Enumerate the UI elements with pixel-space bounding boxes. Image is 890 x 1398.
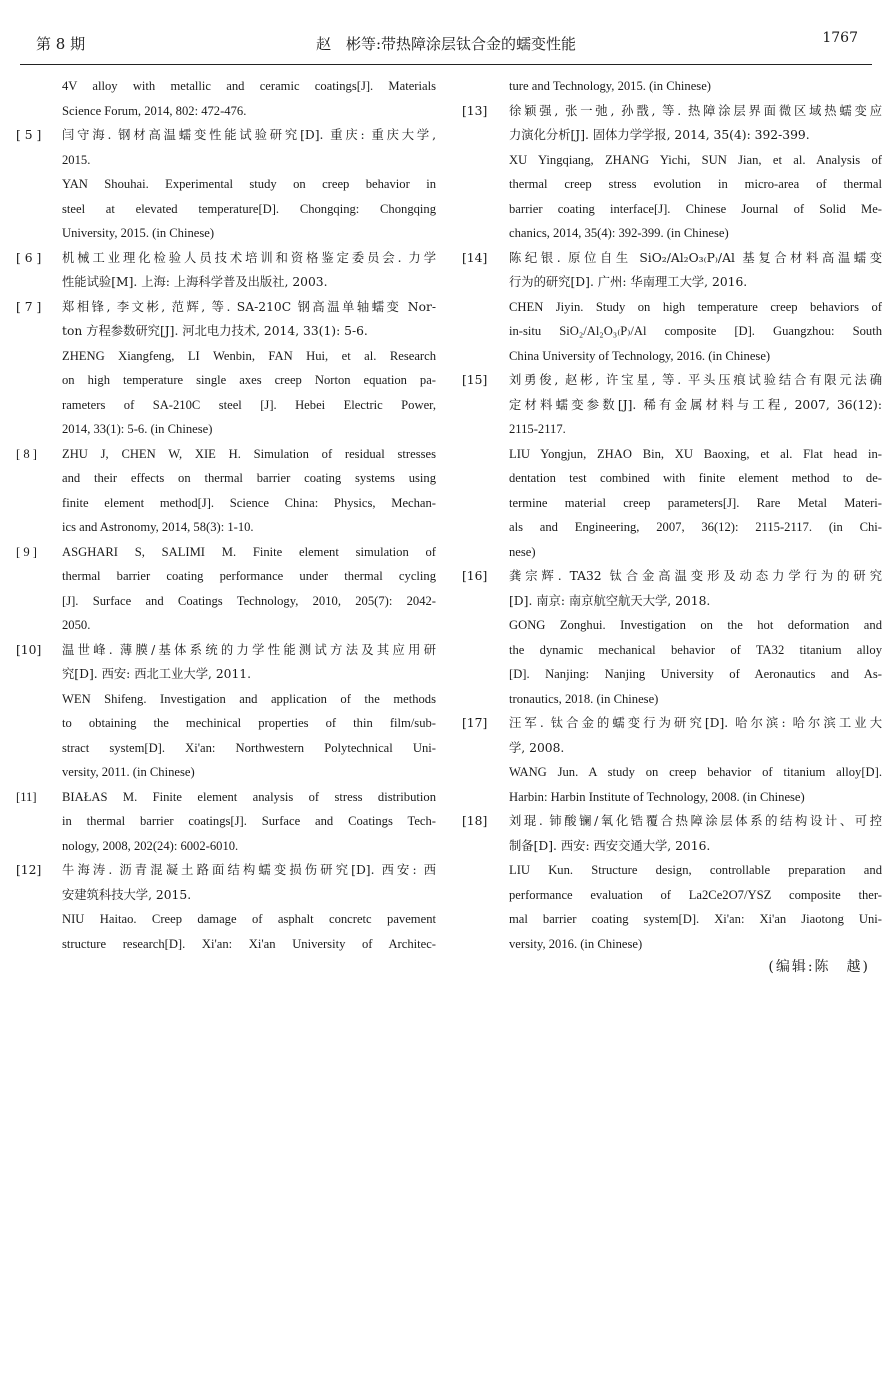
reference-line <box>462 74 882 99</box>
reference-line <box>16 907 436 932</box>
reference-text: 2115-2117. <box>509 422 566 436</box>
reference-line <box>462 197 882 222</box>
reference-text: rameters of SA-210C steel [J]. Hebei Electric Power, <box>62 397 436 412</box>
reference-line <box>462 442 882 467</box>
reference-text: on high temperature single axes creep Norton equation pa- <box>62 373 436 387</box>
reference-text: ZHENG Xiangfeng, LI Wenbin, FAN Hui, et al. Research <box>62 348 436 363</box>
reference-line <box>462 417 882 442</box>
reference-line <box>462 736 882 761</box>
reference-text: 刘勇俊, 赵彬, 许宝星, 等. 平头压痕试验结合有限元法确 <box>509 373 882 387</box>
reference-line <box>462 295 882 320</box>
reference-text: [J]. Surface and Coatings Technology, 2010, 205(7): 2042- <box>62 593 436 608</box>
reference-text: performance evaluation of La2Ce2O7/YSZ composite ther- <box>509 887 882 902</box>
reference-number: [13] <box>462 103 488 118</box>
reference-text: structure research[D]. Xi'an: Xi'an University of Architec- <box>62 936 436 951</box>
reference-text: 4V alloy with metallic and ceramic coatings[J]. Materials <box>62 79 436 93</box>
reference-text: ton 方程参数研究[J]. 河北电力技术, 2014, 33(1): 5-6. <box>62 324 368 338</box>
reference-line <box>16 344 436 369</box>
reference-text: Harbin: Harbin Institute of Technology, 2008. (in Chinese) <box>509 789 805 804</box>
reference-text: 郑相锋, 李文彬, 范辉, 等. SA-210C 钢高温单轴蠕变 Nor- <box>62 299 436 314</box>
reference-text: ZHU J, CHEN W, XIE H. Simulation of residual stresses <box>62 446 436 461</box>
reference-line <box>16 515 436 540</box>
reference-text: [D]. Nanjing: Nanjing University of Aeronautics and As- <box>509 667 882 681</box>
reference-line <box>16 809 436 834</box>
reference-text: 2015. <box>62 152 91 167</box>
reference-text: CHEN Jiyin. Study on high temperature creep behaviors of <box>509 299 882 314</box>
reference-line <box>16 74 436 99</box>
reference-text: to obtaining the mechinical properties of thin film/sub- <box>62 716 436 730</box>
reference-text: Science Forum, 2014, 802: 472-476. <box>62 103 247 118</box>
reference-text: ture and Technology, 2015. (in Chinese) <box>509 79 711 93</box>
reference-line <box>462 907 882 932</box>
reference-line <box>16 834 436 859</box>
reference-text: stract system[D]. Xi'an: Northwestern Polytechnical Uni- <box>62 740 436 755</box>
reference-line <box>16 148 436 173</box>
reference-line <box>462 834 882 859</box>
reference-line <box>462 687 882 712</box>
reference-text: [D]. 南京: 南京航空航天大学, 2018. <box>509 593 711 608</box>
reference-line <box>16 613 436 638</box>
reference-line <box>462 613 882 638</box>
reference-text: 2014, 33(1): 5-6. (in Chinese) <box>62 422 213 436</box>
reference-number: [12] <box>16 863 42 877</box>
reference-line <box>462 491 882 516</box>
reference-text: GONG Zonghui. Investigation on the hot deformation and <box>509 618 882 632</box>
reference-number: [ 9 ] <box>16 544 37 559</box>
reference-line <box>16 711 436 736</box>
reference-text: versity, 2011. (in Chinese) <box>62 765 195 779</box>
reference-text: steel at elevated temperature[D]. Chongqing: Chongqing <box>62 201 436 216</box>
reference-text: 机械工业理化检验人员技术培训和资格鉴定委员会. 力学 <box>62 250 436 265</box>
reference-line <box>462 466 882 491</box>
reference-line <box>16 760 436 785</box>
reference-line <box>16 368 436 393</box>
reference-number: [14] <box>462 250 488 265</box>
reference-number: [11] <box>16 789 37 804</box>
reference-text: ics and Astronomy, 2014, 58(3): 1-10. <box>62 520 254 534</box>
reference-entry-start <box>462 368 882 393</box>
reference-number: [ 6 ] <box>16 250 42 265</box>
page-header <box>20 30 872 58</box>
reference-text: LIU Kun. Structure design, controllable preparation and <box>509 863 882 877</box>
reference-entry-start <box>462 246 882 271</box>
reference-text: 性能试验[M]. 上海: 上海科学普及出版社, 2003. <box>62 275 328 289</box>
reference-line <box>462 858 882 883</box>
reference-text: and their effects on thermal barrier coating systems using <box>62 471 436 485</box>
reference-text: dentation test combined with finite element method to de- <box>509 471 882 485</box>
reference-text: in-situ SiO₂/Al₂O₃₍P₎/Al composite [D]. Guangzhou: South <box>509 324 882 338</box>
reference-text: 2050. <box>62 618 91 632</box>
reference-text: barrier coating interface[J]. Chinese Journal of Solid Me- <box>509 201 882 216</box>
reference-text: BIAŁAS M. Finite element analysis of stress distribution <box>62 789 436 804</box>
reference-line <box>16 736 436 761</box>
reference-text: 力演化分析[J]. 固体力学学报, 2014, 35(4): 392-399. <box>509 128 810 142</box>
reference-column-right <box>462 74 882 956</box>
issue-label: 第 8 期 <box>36 35 86 53</box>
reference-text: chanics, 2014, 35(4): 392-399. (in Chinese) <box>509 226 729 240</box>
reference-line <box>462 662 882 687</box>
reference-text: WANG Jun. A study on creep behavior of titanium alloy[D]. <box>509 765 882 779</box>
reference-entry-start <box>16 123 436 148</box>
reference-number: [18] <box>462 814 488 828</box>
reference-text: the dynamic mechanical behavior of TA32 titanium alloy <box>509 642 882 657</box>
reference-entry-start <box>16 858 436 883</box>
reference-text: NIU Haitao. Creep damage of asphalt concretc pavement <box>62 912 436 926</box>
running-title: 赵 彬等:带热障涂层钛合金的蠕变性能 <box>315 35 577 53</box>
reference-line <box>462 760 882 785</box>
reference-entry-start <box>462 711 882 736</box>
reference-line <box>16 99 436 124</box>
reference-text: 行为的研究[D]. 广州: 华南理工大学, 2016. <box>509 275 748 289</box>
reference-text: mal barrier coating system[D]. Xi'an: Xi'an Jiaotong Uni- <box>509 912 882 926</box>
reference-text: 安建筑科技大学, 2015. <box>62 887 192 902</box>
reference-number: [15] <box>462 373 488 387</box>
reference-line <box>462 123 882 148</box>
reference-line <box>16 466 436 491</box>
reference-line <box>16 393 436 418</box>
reference-column-left <box>16 74 436 956</box>
reference-number: [10] <box>16 642 42 657</box>
reference-text: termine material creep parameters[J]. Rare Metal Materi- <box>509 495 882 510</box>
reference-text: tronautics, 2018. (in Chinese) <box>509 691 659 706</box>
reference-number: [16] <box>462 569 488 583</box>
reference-text: 汪军. 钛合金的蠕变行为研究[D]. 哈尔滨: 哈尔滨工业大 <box>509 716 882 730</box>
reference-line <box>16 270 436 295</box>
reference-entry-start <box>16 295 436 320</box>
reference-text: 温世峰. 薄膜/基体系统的力学性能测试方法及其应用研 <box>62 642 436 657</box>
reference-entry-start <box>462 99 882 124</box>
reference-line <box>462 883 882 908</box>
reference-text: University, 2015. (in Chinese) <box>62 226 215 240</box>
reference-text: thermal creep stress evolution in micro-area of thermal <box>509 177 882 191</box>
reference-text: versity, 2016. (in Chinese) <box>509 936 643 951</box>
reference-line <box>16 932 436 957</box>
reference-entry-start <box>16 785 436 810</box>
reference-entry-start <box>462 809 882 834</box>
reference-line <box>462 932 882 957</box>
reference-line <box>16 221 436 246</box>
reference-line <box>462 589 882 614</box>
reference-text: 定材料蠕变参数[J]. 稀有金属材料与工程, 2007, 36(12): <box>509 397 882 412</box>
reference-text: WEN Shifeng. Investigation and application of the methods <box>62 691 436 706</box>
reference-text: als and Engineering, 2007, 36(12): 2115-2117. (in Chi- <box>509 520 882 534</box>
reference-entry-start <box>16 638 436 663</box>
reference-text: 究[D]. 西安: 西北工业大学, 2011. <box>62 667 252 681</box>
reference-line <box>462 638 882 663</box>
reference-text: LIU Yongjun, ZHAO Bin, XU Baoxing, et al. Flat head in- <box>509 446 882 461</box>
reference-number: [17] <box>462 716 488 730</box>
reference-line <box>462 148 882 173</box>
reference-text: 刘琨. 铈酸镧/氧化锆覆合热障涂层体系的结构设计、可控 <box>509 814 882 828</box>
reference-text: 徐颖强, 张一弛, 孙戬, 等. 热障涂层界面微区域热蠕变应 <box>509 103 882 118</box>
reference-line <box>462 270 882 295</box>
reference-text: YAN Shouhai. Experimental study on creep behavior in <box>62 177 436 191</box>
reference-text: China University of Technology, 2016. (in Chinese) <box>509 348 771 363</box>
reference-line <box>16 687 436 712</box>
reference-text: nology, 2008, 202(24): 6002-6010. <box>62 838 239 853</box>
page-number: 1767 <box>822 30 858 46</box>
reference-text: XU Yingqiang, ZHANG Yichi, SUN Jian, et al. Analysis of <box>509 152 882 167</box>
reference-line <box>16 883 436 908</box>
header-rule <box>20 64 872 65</box>
reference-line <box>462 344 882 369</box>
reference-line <box>462 319 882 344</box>
reference-text: 学, 2008. <box>509 740 565 755</box>
reference-line <box>16 197 436 222</box>
reference-number: [ 8 ] <box>16 446 37 461</box>
reference-text: 陈纪银. 原位自生 SiO₂/Al₂O₃₍P₎/Al 基复合材料高温蠕变 <box>509 250 882 265</box>
reference-text: 牛海涛. 沥青混凝土路面结构蠕变损伤研究[D]. 西安: 西 <box>62 863 436 877</box>
reference-text: thermal barrier coating performance under thermal cycling <box>62 569 436 583</box>
reference-line <box>462 393 882 418</box>
reference-entry-start <box>16 246 436 271</box>
reference-line <box>16 662 436 687</box>
reference-line <box>16 589 436 614</box>
reference-text: finite element method[J]. Science China: Physics, Mechan- <box>62 495 436 510</box>
reference-line <box>462 785 882 810</box>
reference-line <box>462 540 882 565</box>
reference-text: ASGHARI S, SALIMI M. Finite element simulation of <box>62 544 436 559</box>
reference-entry-start <box>16 442 436 467</box>
editor-note: (编辑:陈 越) <box>768 959 870 975</box>
reference-entry-start <box>462 564 882 589</box>
reference-number: [ 7 ] <box>16 299 42 314</box>
reference-line <box>16 172 436 197</box>
reference-entry-start <box>16 540 436 565</box>
reference-line <box>16 417 436 442</box>
reference-line <box>16 564 436 589</box>
reference-line <box>16 491 436 516</box>
reference-text: in thermal barrier coatings[J]. Surface and Coatings Tech- <box>62 814 436 828</box>
reference-text: 制备[D]. 西安: 西安交通大学, 2016. <box>509 838 711 853</box>
reference-line <box>462 515 882 540</box>
reference-number: [ 5 ] <box>16 128 42 142</box>
reference-text: 龚宗辉. TA32 钛合金高温变形及动态力学行为的研究 <box>509 569 882 583</box>
reference-text: 闫守海. 钢材高温蠕变性能试验研究[D]. 重庆: 重庆大学, <box>62 128 436 142</box>
reference-text: nese) <box>509 544 536 559</box>
reference-line <box>16 319 436 344</box>
reference-line <box>462 221 882 246</box>
reference-line <box>462 172 882 197</box>
